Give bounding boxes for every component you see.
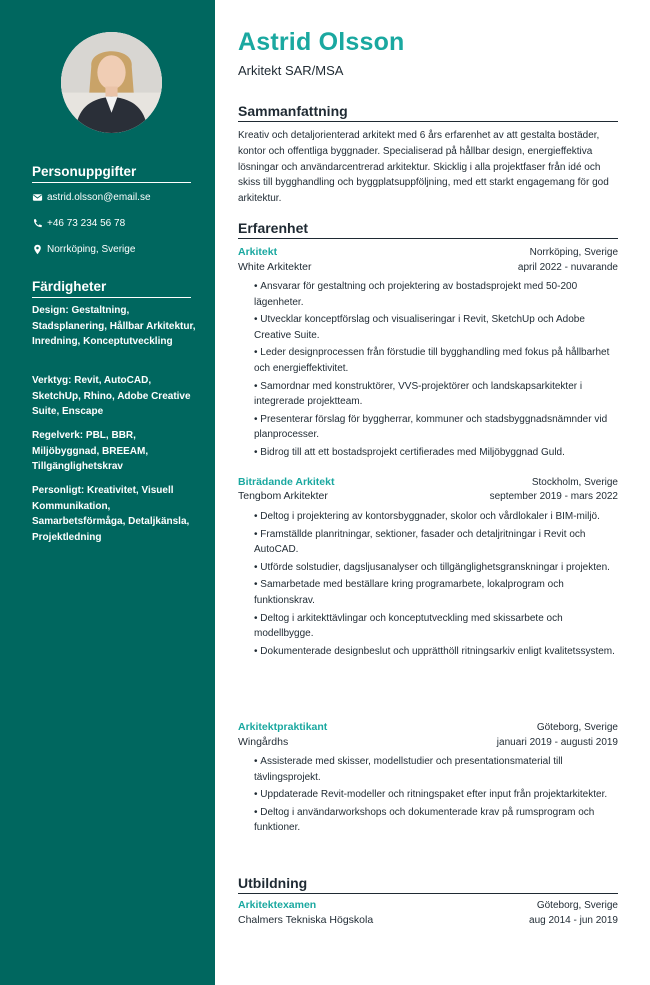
list-item: • Utförde solstudier, dagsljusanalyser och tillgänglighetsgranskningar i projekten. [254,560,618,576]
summary-text: Kreativ och detaljorienterad arkitekt med 6 års erfarenhet av att gestalta bostäder, kontor och offentliga byggnader. Specialiserad på hållbar design, energieffektiva lösningar och användarcentrerad arkitektur. Skicklig i alla projektfaser från idé och skiss till bygghandling och byggplatsuppföljning, med ett starkt engagemang för god arkitektur. [238,130,609,205]
portrait-illustration [61,32,162,133]
phone-icon [32,218,43,229]
education-dates: aug 2014 - jun 2019 [529,915,618,926]
candidate-name: Astrid Olsson [238,28,405,56]
candidate-title: Arkitekt SAR/MSA [238,63,344,78]
list-item: • Ansvarar för gestaltning och projektering av bostadsprojekt med 50-200 lägenheter. [254,279,618,310]
list-item: • Samordnar med konstruktörer, VVS-projektörer och landskapsarkitekter i integrerade projektteam. [254,379,618,410]
contact-phone-text: +46 73 234 56 78 [47,218,126,229]
job-bullets [254,279,618,463]
skill-group-design: Design: Gestaltning, Stadsplanering, Hållbar Arkitektur, Inredning, Konceptutveckling [32,305,196,347]
job-title: Arkitekt [238,246,278,258]
contact-location [32,244,135,255]
education-degree: Arkitektexamen [238,899,317,911]
list-item: • Assisterade med skisser, modellstudier och presentationsmaterial till tävlingsprojekt. [254,754,618,785]
envelope-icon [32,192,43,203]
list-item: • Deltog i användarworkshops och dokumenterade krav på rumsprogram och funktioner. [254,805,618,836]
job-company: Wingårdhs [238,736,289,748]
list-item: • Dokumenterade designbeslut och upprätthöll ritningsarkiv enligt kvalitetssystem. [254,644,618,660]
job-location: Göteborg, Sverige [536,722,618,733]
location-pin-icon [32,244,43,255]
summary-heading: Sammanfattning [238,103,618,122]
job-bullets [254,509,618,661]
job-location: Norrköping, Sverige [529,247,618,258]
list-item: • Uppdaterade Revit-modeller och ritningspaket efter input från projektarkitekter. [254,787,618,803]
skills-heading: Färdigheter [32,279,191,298]
job-location: Stockholm, Sverige [531,477,618,488]
education-heading: Utbildning [238,875,618,894]
list-item: • Deltog i projektering av kontorsbyggnader, skolor och vårdlokaler i BIM-miljö. [254,509,618,525]
job-bullets [254,754,618,838]
skill-group-regulations: Regelverk: PBL, BBR, Miljöbyggnad, BREEAM, Tillgänglighetskrav [32,430,149,472]
list-item: • Leder designprocessen från förstudie till bygghandling med fokus på hållbarhet och energieffektivitet. [254,345,618,376]
contact-location-text: Norrköping, Sverige [47,244,136,255]
job-dates: september 2019 - mars 2022 [489,491,618,502]
experience-heading: Erfarenhet [238,220,618,239]
skill-group-tools: Verktyg: Revit, AutoCAD, SketchUp, Rhino, Adobe Creative Suite, Enscape [32,375,191,417]
job-dates: januari 2019 - augusti 2019 [496,737,618,748]
job-company: White Arkitekter [238,261,312,273]
skill-group-personal: Personligt: Kreativitet, Visuell Kommunikation, Samarbetsförmåga, Detaljkänsla, Projektledning [32,485,190,543]
education-location: Göteborg, Sverige [536,900,618,911]
contact-email[interactable] [32,192,151,203]
list-item: • Samarbetade med beställare kring programarbete, lokalprogram och funktionskrav. [254,577,618,608]
list-item: • Presenterar förslag för byggherrar, kommuner och stadsbyggnadsnämnder vid planprocesser. [254,412,618,443]
profile-photo [61,32,162,133]
sidebar [0,0,215,985]
contact-phone[interactable] [32,218,125,229]
education-school: Chalmers Tekniska Högskola [238,914,374,926]
job-title: Biträdande Arkitekt [238,476,335,488]
job-company: Tengbom Arkitekter [238,490,328,502]
job-dates: april 2022 - nuvarande [517,262,618,273]
list-item: • Deltog i arkitekttävlingar och konceptutveckling med skissarbete och modellbygge. [254,611,618,642]
personal-info-heading: Personuppgifter [32,164,191,183]
contact-email-text: astrid.olsson@email.se [47,192,151,203]
job-title: Arkitektpraktikant [238,721,328,733]
list-item: • Framställde planritningar, sektioner, fasader och detaljritningar i Revit och AutoCAD. [254,527,618,558]
list-item: • Utvecklar konceptförslag och visualiseringar i Revit, SketchUp och Adobe Creative Suite. [254,312,618,343]
list-item: • Bidrog till att ett bostadsprojekt certifierades med Miljöbyggnad Guld. [254,445,618,461]
